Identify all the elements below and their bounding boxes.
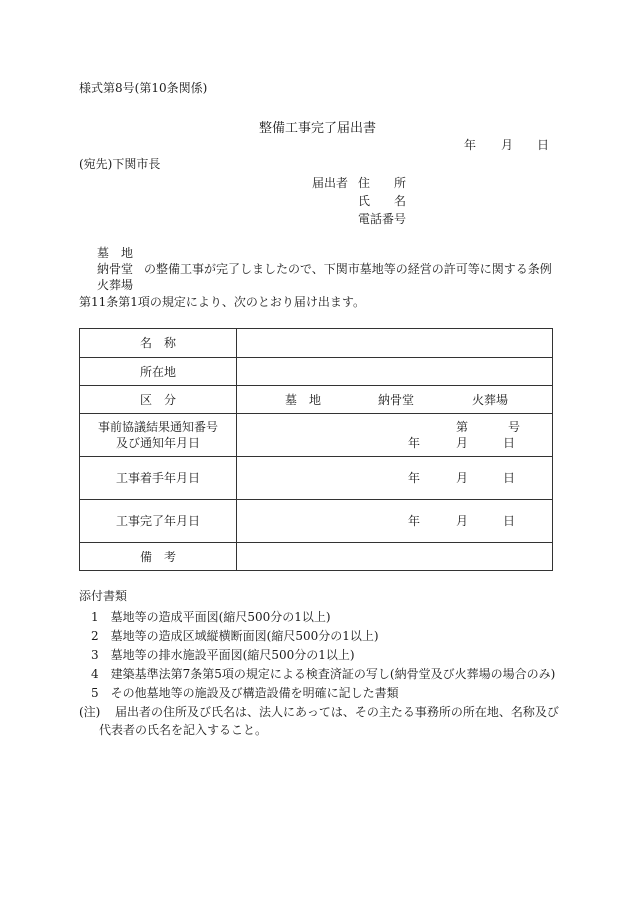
dai-label: 第 (456, 420, 469, 434)
note-line-2: 代表者の氏名を記入すること。 (99, 723, 268, 737)
complete-month-label: 月 (456, 514, 469, 528)
table-row (80, 386, 553, 414)
address-label: 住 所 (358, 176, 407, 190)
attachment-item-2: 2 墓地等の造成区域縦横断面図(縮尺500分の1以上) (91, 629, 379, 643)
attachment-item-4: 4 建築基準法第7条第5項の規定による検査済証の写し(納骨堂及び火葬場の場合のみ) (91, 667, 556, 681)
applicant-label: 届出者 (312, 176, 349, 190)
label-remarks: 備 考 (80, 543, 237, 571)
table-row (80, 414, 553, 457)
category-cemetery[interactable]: 墓 地 (285, 393, 322, 407)
prior-month-label: 月 (456, 436, 469, 450)
attachment-item-3: 3 墓地等の排水施設平面図(縮尺500分の1以上) (91, 648, 355, 662)
field-location[interactable] (237, 358, 553, 386)
category-crematorium[interactable]: 火葬場 (472, 393, 509, 407)
field-complete-date[interactable] (237, 500, 553, 543)
form-table (79, 328, 553, 571)
field-prior-consultation[interactable] (237, 414, 553, 457)
note-label: (注) (79, 705, 101, 719)
facility-ossuary: 納骨堂 (97, 262, 134, 276)
table-row (80, 329, 553, 358)
form-number: 様式第8号(第10条関係) (79, 81, 208, 95)
prior-year-label: 年 (408, 436, 421, 450)
complete-day-label: 日 (503, 514, 516, 528)
label-prior-line-1: 事前協議結果通知番号 (97, 420, 218, 434)
date-year-label: 年 (464, 138, 477, 152)
label-start-date: 工事着手年月日 (80, 457, 237, 500)
body-sentence-1: の整備工事が完了しましたので、下関市墓地等の経営の許可等に関する条例 (144, 262, 552, 276)
table-row (80, 457, 553, 500)
addressee: (宛先)下関市長 (79, 157, 161, 171)
attachment-item-1: 1 墓地等の造成平面図(縮尺500分の1以上) (91, 610, 331, 624)
label-location: 所在地 (80, 358, 237, 386)
go-label: 号 (508, 420, 521, 434)
phone-label: 電話番号 (358, 212, 407, 226)
prior-day-label: 日 (503, 436, 516, 450)
table-row (80, 358, 553, 386)
label-complete-date: 工事完了年月日 (80, 500, 237, 543)
facility-cemetery: 墓 地 (97, 246, 134, 260)
start-year-label: 年 (408, 471, 421, 485)
field-name[interactable] (237, 329, 553, 358)
date-day-label: 日 (537, 138, 550, 152)
field-remarks[interactable] (237, 543, 553, 571)
table-row (80, 500, 553, 543)
name-label: 氏 名 (358, 194, 407, 208)
label-prior-line-2: 及び通知年月日 (115, 436, 200, 450)
date-month-label: 月 (501, 138, 514, 152)
attachment-item-5: 5 その他墓地等の施設及び構造設備を明確に記した書類 (91, 686, 399, 700)
attachments-title: 添付書類 (79, 589, 128, 603)
table-row (80, 543, 553, 571)
start-month-label: 月 (456, 471, 469, 485)
start-day-label: 日 (503, 471, 516, 485)
label-prior-consultation (80, 414, 237, 457)
field-start-date[interactable] (237, 457, 553, 500)
field-category (237, 386, 553, 414)
complete-year-label: 年 (408, 514, 421, 528)
body-sentence-2: 第11条第1項の規定により、次のとおり届け出ます。 (79, 295, 365, 309)
label-category: 区 分 (80, 386, 237, 414)
label-name: 名 称 (80, 329, 237, 358)
document-title: 整備工事完了届出書 (259, 121, 377, 136)
facility-crematorium: 火葬場 (97, 278, 134, 292)
category-ossuary[interactable]: 納骨堂 (378, 393, 415, 407)
note-line-1: 届出者の住所及び氏名は、法人にあっては、その主たる事務所の所在地、名称及び (115, 705, 559, 719)
